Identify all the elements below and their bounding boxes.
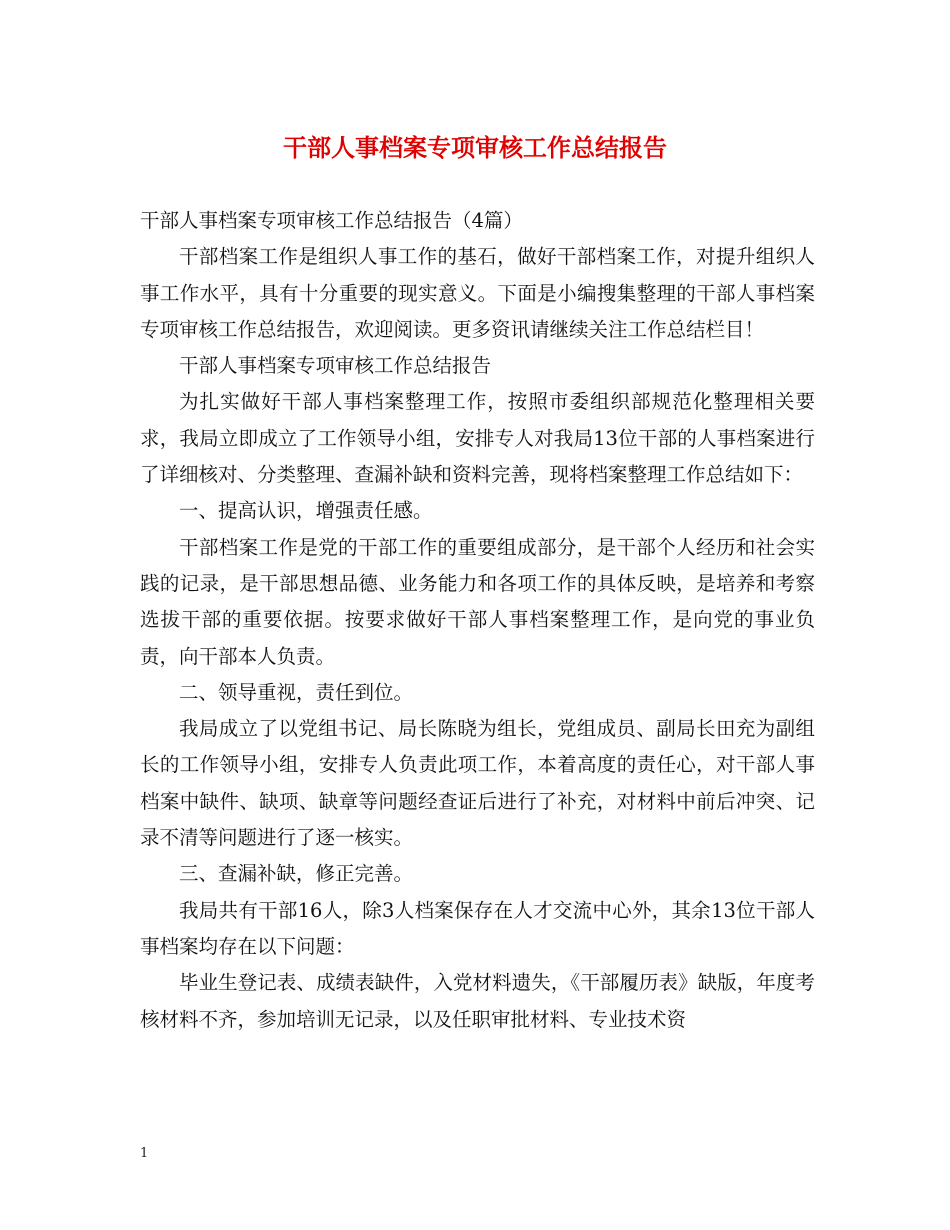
paragraph: 干部人事档案专项审核工作总结报告（4篇） [140, 209, 523, 232]
paragraph: 一、提高认识，增强责任感。 [179, 499, 433, 523]
paragraph: 我局共有干部16人，除3人档案保存在人才交流中心外，其余13位干部人事档案均存在以下问题： [140, 898, 815, 958]
paragraph: 干部档案工作是组织人事工作的基石，做好干部档案工作，对提升组织人事工作水平，具有十分重要的现实意义。下面是小编搜集整理的干部人事档案专项审核工作总结报告，欢迎阅读。更多资讯请继续关注工作总结栏目！ [140, 245, 815, 341]
page-number: 1 [140, 1146, 149, 1161]
paragraph: 我局成立了以党组书记、局长陈晓为组长，党组成员、副局长田充为副组长的工作领导小组，安排专人负责此项工作，本着高度的责任心，对干部人事档案中缺件、缺项、缺章等问题经查证后进行了补充，对材料中前后冲突、记录不清等问题进行了逐一核实。 [140, 717, 815, 850]
paragraph: 为扎实做好干部人事档案整理工作，按照市委组织部规范化整理相关要求，我局立即成立了工作领导小组，安排专人对我局13位干部的人事档案进行了详细核对、分类整理、查漏补缺和资料完善，现将档案整理工作总结如下： [140, 390, 815, 487]
document-title: 干部人事档案专项审核工作总结报告 [283, 133, 667, 162]
paragraph: 二、领导重视，责任到位。 [179, 680, 414, 704]
paragraph: 毕业生登记表、成绩表缺件，入党材料遗失，《干部履历表》缺版，年度考核材料不齐，参加培训无记录，以及任职审批材料、专业技术资 [140, 971, 815, 1031]
paragraph: 三、查漏补缺，修正完善。 [179, 862, 414, 886]
paragraph: 干部档案工作是党的干部工作的重要组成部分，是干部个人经历和社会实践的记录，是干部思想品德、业务能力和各项工作的具体反映，是培养和考察选拔干部的重要依据。按要求做好干部人事档案整理工作，是向党的事业负责，向干部本人负责。 [140, 535, 815, 668]
document-body [140, 203, 815, 1038]
paragraph: 干部人事档案专项审核工作总结报告 [179, 354, 492, 378]
